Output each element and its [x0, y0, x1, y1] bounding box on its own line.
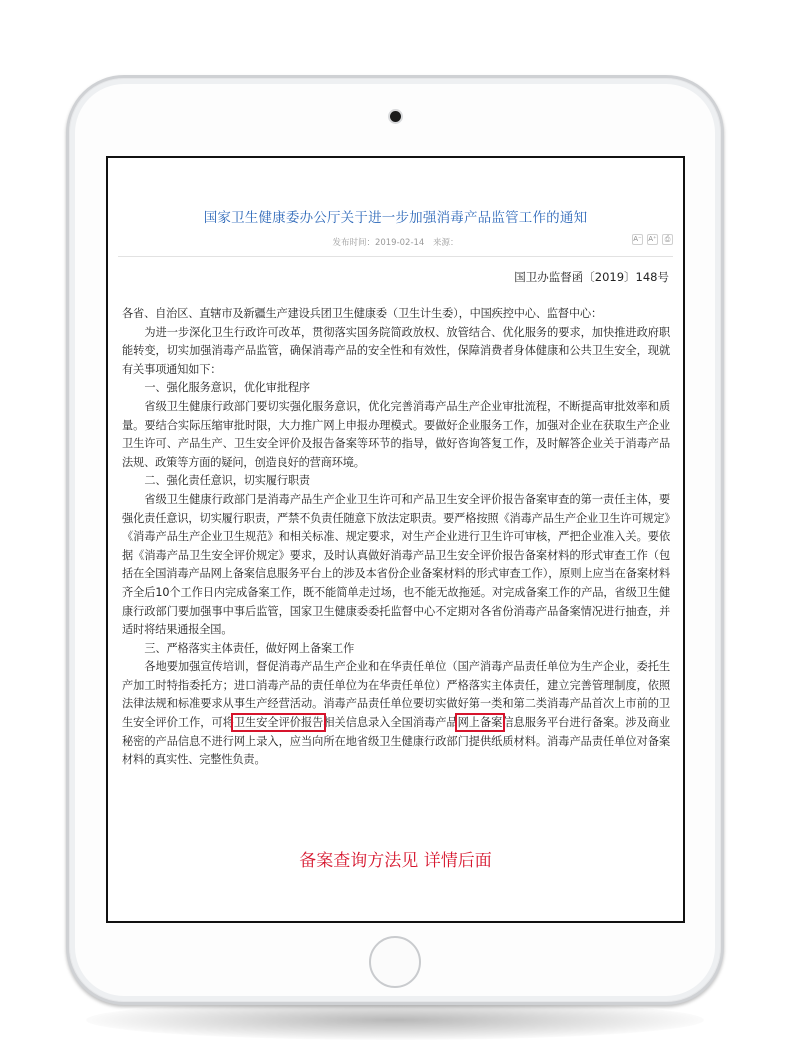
highlight-online-filing: 网上备案 — [457, 716, 503, 730]
intro-paragraph: 为进一步深化卫生行政许可改革，贯彻落实国务院简政放权、放管结合、优化服务的要求，加快推进政府职能转变，切实加强消毒产品监管，确保消毒产品的安全性和有效性，保障消费者身体健康和公共卫生安全，现就有关事项通知如下： — [122, 325, 670, 376]
article-title: 国家卫生健康委办公厅关于进一步加强消毒产品监管工作的通知 — [203, 210, 588, 226]
camera-icon — [390, 111, 401, 122]
highlight-safety-report: 卫生安全评价报告 — [233, 716, 324, 730]
divider — [118, 256, 673, 257]
paragraph-part-c: 信息服务平台进行备案。涉及商业秘密的产品信息不进行网上录入，应当向所在地省级卫生健康行政部门提供纸质材料。消毒产品责任单位对备案材料的真实性、完整性负责。 — [122, 716, 670, 767]
section-heading-2: 二、强化责任意识，切实履行职责 — [144, 474, 310, 488]
article-tools — [632, 234, 673, 245]
source-label: 来源： — [433, 238, 459, 248]
section-paragraph-3 — [122, 658, 670, 770]
article-meta — [108, 236, 683, 248]
document-number: 国卫办监督函〔2019〕148号 — [514, 270, 669, 284]
section-heading-1: 一、强化服务意识，优化审批程序 — [144, 381, 310, 395]
publish-date: 发布时间：2019-02-14 — [332, 238, 425, 248]
tablet-shadow — [86, 1000, 704, 1040]
addressee-paragraph: 各省、自治区、直辖市及新疆生产建设兵团卫生健康委（卫生计生委），中国疾控中心、监督中心： — [122, 307, 603, 320]
home-button[interactable] — [369, 936, 421, 988]
font-decrease-button[interactable]: A⁻ — [633, 235, 642, 243]
font-increase-button[interactable]: A⁺ — [648, 235, 657, 243]
print-icon[interactable]: ⎙ — [662, 234, 673, 245]
section-heading-3: 三、严格落实主体责任，做好网上备案工作 — [144, 641, 355, 655]
paragraph-part-a: 各地要加强宣传培训，督促消毒产品生产企业和在华责任单位（国产消毒产品责任单位为生产企业，委托生产加工时特指委托方；进口消毒产品的责任单位为在华责任单位）严格落实主体责任，建立完善管理制度，依照法律法规和标准要求从事生产经营活动。消毒产品责任单位要切实做好第一类和第二类消毒产品首次上市前的卫生安全评价工作，可将 — [122, 660, 670, 730]
section-paragraph-1: 省级卫生健康行政部门要切实强化服务意识，优化完善消毒产品生产企业审批流程，不断提高审批效率和质量。要结合实际压缩审批时限，大力推广网上申报办理模式。要做好企业服务工作，加强对企业在获取生产企业卫生许可、产品生产、卫生安全评价及报告备案等环节的指导，做好咨询答复工作，及时解答企业关于消毒产品法规、政策等方面的疑问，创造良好的营商环境。 — [122, 399, 670, 469]
filing-query-note: 备案查询方法见 详情后面 — [299, 851, 492, 871]
section-paragraph-2: 省级卫生健康行政部门是消毒产品生产企业卫生许可和产品卫生安全评价报告备案审查的第一责任主体，要强化责任意识，切实履行职责，严禁不负责任随意下放法定职责。要严格按照《消毒产品生产企业卫生许可规定》《消毒产品生产企业卫生规范》和相关标准、规定要求，对生产企业进行卫生许可审核，严把企业准入关。要依据《消毒产品卫生安全评价规定》要求，及时认真做好消毒产品卫生安全评价报告备案材料的形式审查工作（包括在全国消毒产品网上备案信息服务平台上的涉及本省份企业备案材料的形式审查工作），原则上应当在备案材料齐全后10个工作日内完成备案工作，既不能简单走过场，也不能无故拖延。对完成备案工作的产品，省级卫生健康行政部门要加强事中事后监管，国家卫生健康委委托监督中心不定期对各省份消毒产品备案情况进行抽查，并适时将结果通报全国。 — [122, 492, 670, 637]
article-body — [122, 305, 670, 770]
tablet-screen — [106, 156, 685, 923]
paragraph-part-b: 相关信息录入全国消毒产品 — [323, 716, 458, 730]
